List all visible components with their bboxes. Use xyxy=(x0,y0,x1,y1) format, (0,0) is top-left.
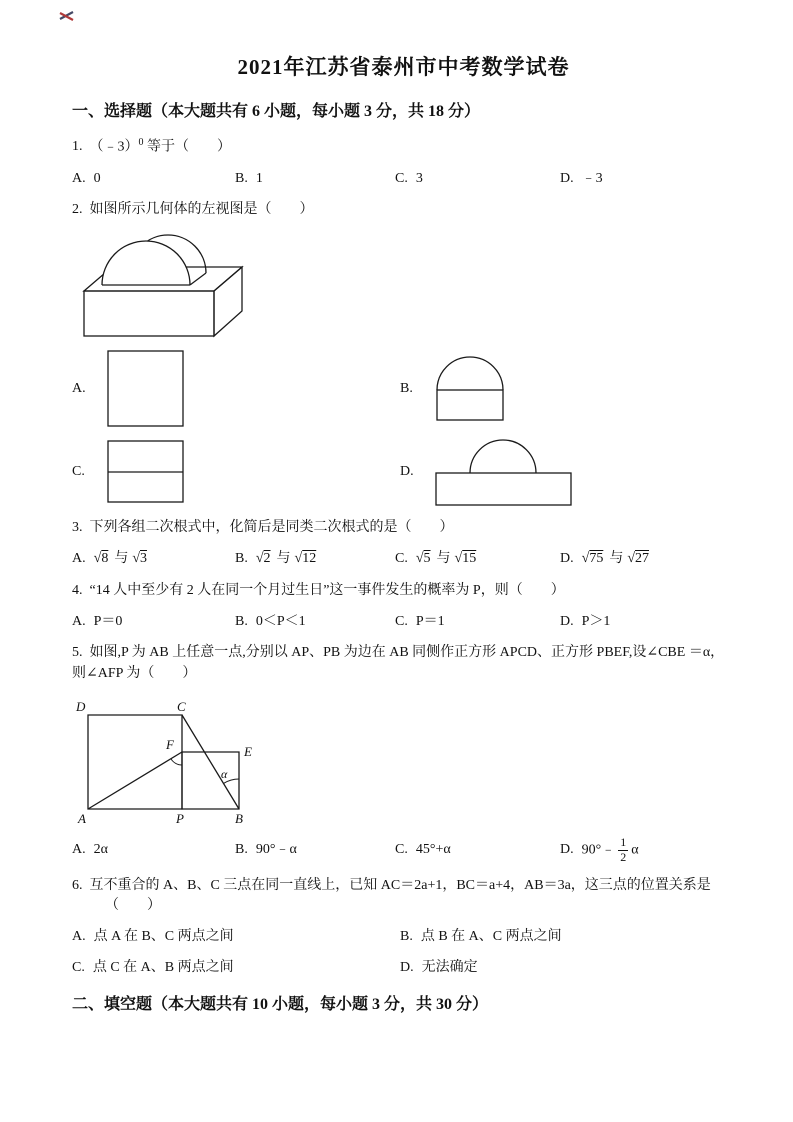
q1-option-a xyxy=(72,169,235,189)
q2-option-d-label: D. xyxy=(400,464,414,480)
square-apcd xyxy=(88,715,182,809)
q2-option-d xyxy=(400,437,728,507)
q3-option-a-label: A. xyxy=(72,551,86,567)
q2-option-b xyxy=(400,354,728,424)
q5-geometry-figure xyxy=(74,695,735,825)
q1-option-c xyxy=(395,169,560,189)
q3-options xyxy=(72,549,735,569)
q2-stem-text: 如图所示几何体的左视图是（ ） xyxy=(89,201,314,217)
base-rect-shape xyxy=(437,390,503,420)
fraction-denominator: 2 xyxy=(620,849,627,864)
q5-option-d-post: α xyxy=(631,842,639,858)
q5-option-a-text: 2α xyxy=(93,842,108,858)
square-shape xyxy=(108,351,183,426)
q5-stem-line2: 则∠AFP 为（ ） xyxy=(72,665,197,681)
radical-sign: √ xyxy=(627,551,635,567)
label-e: E xyxy=(244,743,252,759)
q1-stem-pre: （﹣3） xyxy=(89,139,139,155)
q3-option-b-radicand-2: 12 xyxy=(302,551,317,567)
q4-option-c xyxy=(395,612,560,632)
q6-options-row-2 xyxy=(72,958,735,978)
q4-option-c-label: C. xyxy=(395,614,408,630)
q4-option-a-label: A. xyxy=(72,614,86,630)
radical-sign: √ xyxy=(93,551,102,567)
q6-option-c-label: C. xyxy=(72,960,85,976)
radical-sign: √ xyxy=(581,551,590,567)
q3-option-d-radicand-1: 75 xyxy=(589,551,604,567)
q5-option-d xyxy=(560,836,735,865)
q1-option-b xyxy=(235,169,395,189)
q1-options xyxy=(72,169,735,189)
radical-sign: √ xyxy=(454,551,463,567)
q2-solid-figure xyxy=(74,231,735,341)
q2-option-c-label: C. xyxy=(72,464,85,480)
q6-stem-line1: 互不重合的 A、B、C 三点在同一直线上，已知 AC＝2a+1，BC＝a+4，AB＝3a，这三点的位置关系是 xyxy=(89,877,711,893)
q1-option-b-text: 1 xyxy=(255,170,263,186)
q2-option-c xyxy=(72,439,400,505)
q5-option-b-label: B. xyxy=(235,842,248,858)
q6-option-b-label: B. xyxy=(400,929,413,945)
q5-option-c-text: 45°+α xyxy=(415,842,451,858)
label-f: F xyxy=(166,736,174,752)
q5-option-c xyxy=(395,840,560,860)
arch-shape xyxy=(470,440,536,473)
q1-option-b-label: B. xyxy=(235,170,248,186)
q6-option-a-text: 点 A 在 B、C 两点之间 xyxy=(93,929,234,945)
q1-option-d-label: D. xyxy=(560,170,574,186)
q4-option-d-label: D. xyxy=(560,614,574,630)
q3-option-b-label: B. xyxy=(235,551,248,567)
q3-option-a-radicand-2: 3 xyxy=(140,551,147,567)
question-6-stem xyxy=(72,876,735,917)
q3-option-b xyxy=(235,549,395,569)
q5-option-d-pre: 90°﹣ xyxy=(581,842,616,858)
q2-option-a-figure xyxy=(106,349,186,429)
q4-option-b-text: 0＜P＜1 xyxy=(255,614,306,630)
q2-option-a-label: A. xyxy=(72,381,86,397)
q1-option-a-label: A. xyxy=(72,170,86,186)
q6-option-d xyxy=(400,958,735,978)
q4-option-d xyxy=(560,612,735,632)
question-5-stem xyxy=(72,643,735,684)
q5-number: 5. xyxy=(72,645,83,661)
q4-stem-text: “14 人中至少有 2 人在同一个月过生日”这一事件发生的概率为 P，则（ ） xyxy=(89,582,565,598)
label-d: D xyxy=(76,698,86,714)
q6-number: 6. xyxy=(72,877,83,893)
q5-stem-line1: 如图,P 为 AB 上任意一点,分别以 AP、PB 为边在 AB 同侧作正方形 APCD、正方形 PBEF,设∠CBE ＝α， xyxy=(89,645,725,661)
q1-exponent: 0 xyxy=(138,136,144,148)
q3-option-d-radicand-2: 27 xyxy=(635,551,649,567)
q1-stem-post: 等于（ ） xyxy=(143,139,231,155)
radical-sign: √ xyxy=(294,551,303,567)
box-right-face xyxy=(214,267,242,336)
q3-option-b-radicand-1: 2 xyxy=(263,551,271,567)
q1-option-d xyxy=(560,169,735,189)
question-1-stem xyxy=(72,136,735,158)
q2-option-c-figure xyxy=(106,439,186,505)
q6-option-d-label: D. xyxy=(400,960,414,976)
q6-option-c xyxy=(72,958,400,978)
page-title: 2021年江苏省泰州市中考数学试卷 xyxy=(237,55,570,79)
q6-option-b-text: 点 B 在 A、C 两点之间 xyxy=(420,929,562,945)
q4-option-b-label: B. xyxy=(235,614,248,630)
q6-option-a-label: A. xyxy=(72,929,86,945)
q6-option-a xyxy=(72,927,400,947)
q6-options-row-1 xyxy=(72,927,735,947)
label-p: P xyxy=(176,810,184,825)
q6-option-c-text: 点 C 在 A、B 两点之间 xyxy=(92,960,234,976)
q5-option-b xyxy=(235,840,395,860)
label-b: B xyxy=(235,810,243,825)
q3-option-d xyxy=(560,549,735,569)
segment-af xyxy=(88,752,182,809)
label-a: A xyxy=(78,810,86,825)
corner-logo-icon xyxy=(58,8,76,24)
base-rect-shape xyxy=(436,473,571,505)
q3-option-c-radicand-2: 15 xyxy=(462,551,477,567)
q3-option-c xyxy=(395,549,560,569)
radical-sign: √ xyxy=(255,551,264,567)
q6-stem-line2: （ ） xyxy=(105,897,161,913)
question-3-stem xyxy=(72,518,735,538)
q1-option-a-text: 0 xyxy=(93,170,101,186)
q5-option-a-label: A. xyxy=(72,842,86,858)
q1-number: 1. xyxy=(72,139,83,155)
section-one-heading: 一、选择题（本大题共有 6 小题，每小题 3 分，共 18 分） xyxy=(72,103,481,121)
dome-front-arc xyxy=(102,241,190,285)
question-2-stem xyxy=(72,200,735,220)
q5-geometry-figure-svg xyxy=(74,695,274,825)
q2-option-b-label: B. xyxy=(400,381,413,397)
q4-option-b xyxy=(235,612,395,632)
radical-sign: √ xyxy=(415,551,424,567)
q4-option-a-text: P＝0 xyxy=(93,614,123,630)
q3-option-a-radicand-1: 8 xyxy=(101,551,109,567)
q5-option-d-label: D. xyxy=(560,842,574,858)
q3-option-c-radicand-1: 5 xyxy=(423,551,431,567)
section-two-heading: 二、填空题（本大题共有 10 小题，每小题 3 分，共 30 分） xyxy=(72,995,489,1013)
q2-solid-figure-svg xyxy=(74,231,254,341)
q3-number: 3. xyxy=(72,520,83,536)
radical-sign: √ xyxy=(132,551,140,567)
q2-option-b-figure xyxy=(434,354,506,424)
q5-option-b-text: 90°﹣α xyxy=(255,842,297,858)
question-4-stem xyxy=(72,581,735,601)
q1-option-c-label: C. xyxy=(395,170,408,186)
q2-option-a xyxy=(72,349,400,429)
fraction-one-half xyxy=(618,836,628,865)
q6-option-b xyxy=(400,927,735,947)
q2-number: 2. xyxy=(72,201,83,217)
q2-options-row-2 xyxy=(72,437,735,507)
label-c: C xyxy=(177,698,186,714)
q3-option-c-label: C. xyxy=(395,551,408,567)
q1-option-c-text: 3 xyxy=(415,170,423,186)
q5-option-a xyxy=(72,840,235,860)
q4-option-a xyxy=(72,612,235,632)
segment-cb xyxy=(182,715,239,809)
q5-options xyxy=(72,836,735,865)
box-front-face xyxy=(84,291,214,336)
q4-option-c-text: P＝1 xyxy=(415,614,445,630)
q3-option-d-label: D. xyxy=(560,551,574,567)
q5-option-c-label: C. xyxy=(395,842,408,858)
q2-option-d-figure xyxy=(434,437,574,507)
q3-option-d-conjunction: 与 xyxy=(609,551,624,567)
q6-option-d-text: 无法确定 xyxy=(421,960,478,976)
dome-depth-edge xyxy=(190,273,206,285)
q3-option-a-conjunction: 与 xyxy=(114,551,129,567)
label-alpha: α xyxy=(221,766,228,781)
dome-shape xyxy=(437,357,503,390)
q4-number: 4. xyxy=(72,582,83,598)
fraction-numerator: 1 xyxy=(620,834,627,849)
angle-arc-f xyxy=(171,759,182,765)
q3-option-a xyxy=(72,549,235,569)
q3-option-c-conjunction: 与 xyxy=(436,551,451,567)
q3-option-b-conjunction: 与 xyxy=(276,551,291,567)
q3-stem-text: 下列各组二次根式中，化简后是同类二次根式的是（ ） xyxy=(89,520,454,536)
q4-option-d-text: P＞1 xyxy=(581,614,611,630)
q2-options-row-1 xyxy=(72,349,735,429)
q4-options xyxy=(72,612,735,632)
q1-option-d-text: ﹣3 xyxy=(581,170,603,186)
